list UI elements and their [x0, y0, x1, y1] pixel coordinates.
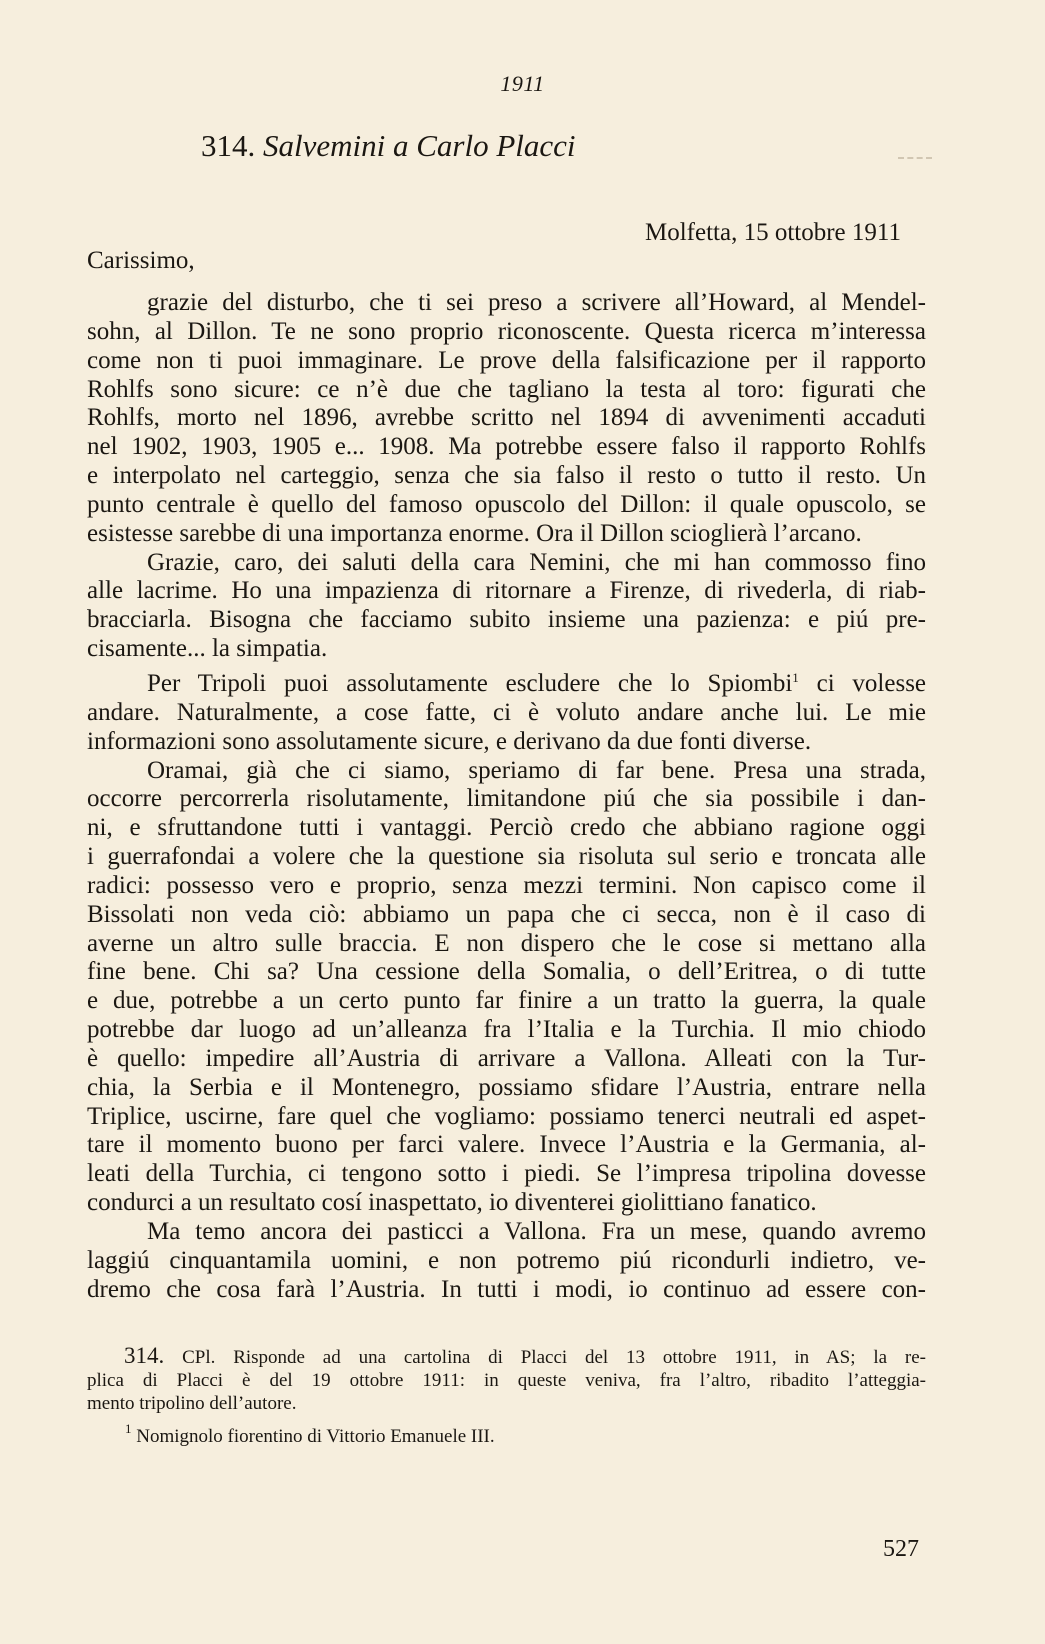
text-line: Grazie, caro, dei saluti della cara Nemini, che mi han commosso fino [147, 548, 926, 576]
text-line: sohn, al Dillon. Te ne sono proprio riconoscente. Questa ricerca m’interessa [87, 317, 926, 345]
text-line: ni, e sfruttandone tutti i vantaggi. Perciò credo che abbiano ragione oggi [87, 814, 926, 842]
text-line: informazioni sono assolutamente sicure, e derivano da due fonti diverse. [87, 727, 812, 755]
letter-title [201, 128, 576, 164]
text-line: e due, potrebbe a un certo punto far finire a un tratto la guerra, la quale [87, 987, 926, 1015]
text-line: alle lacrime. Ho una impazienza di ritornare a Firenze, di rivederla, di riab- [87, 577, 926, 605]
text-line: fine bene. Chi sa? Una cessione della Somalia, o dell’Eritrea, o di tutte [87, 958, 926, 986]
footnote-text: Nomignolo fiorentino di Vittorio Emanuele III. [136, 1426, 495, 1447]
text-line: punto centrale è quello del famoso opuscolo del Dillon: il quale opuscolo, se [87, 490, 926, 518]
text-line: Triplice, uscirne, fare quel che vogliamo: possiamo tenerci neutrali ed aspet- [87, 1102, 926, 1130]
text-line: condurci a un resultato cosí inaspettato, io diventerei giolittiano fanatico. [87, 1189, 817, 1217]
paragraph [87, 1218, 926, 1305]
editorial-note [87, 1344, 926, 1415]
print-mark [898, 157, 932, 161]
paragraph [87, 664, 926, 757]
text-line: radici: possesso vero e proprio, senza mezzi termini. Non capisco come il [87, 871, 926, 899]
salutation: Carissimo, [87, 247, 195, 274]
text-segment: ci volesse [816, 669, 927, 697]
text-line [87, 664, 926, 699]
letter-number: 314. [201, 128, 256, 163]
page-number: 527 [883, 1536, 919, 1562]
letter-body [87, 289, 926, 1305]
paragraph [87, 289, 926, 549]
letter-heading: Salvemini a Carlo Placci [263, 128, 576, 163]
footnote-line [87, 1344, 926, 1369]
text-line: andare. Naturalmente, a cose fatte, ci è voluto andare anche lui. Le mie [87, 698, 926, 726]
paragraph [87, 757, 926, 1219]
text-line: Oramai, già che ci siamo, speriamo di far bene. Presa una strada, [147, 756, 926, 784]
text-segment: CPl. Risponde ad una cartolina di Placci del 13 ottobre 1911, in AS; la re- [182, 1347, 926, 1368]
text-line: Rohlfs, morto nel 1896, avrebbe scritto nel 1894 di avvenimenti accaduti [87, 404, 926, 432]
footnote-1 [87, 1417, 926, 1448]
text-line: chia, la Serbia e il Montenegro, possiamo sfidare l’Austria, entrare nella [87, 1073, 926, 1101]
text-line: come non ti puoi immaginare. Le prove della falsificazione per il rapporto [87, 346, 926, 374]
paragraph [87, 549, 926, 664]
text-line: grazie del disturbo, che ti sei preso a scrivere all’Howard, al Mendel- [147, 289, 926, 316]
text-line: Bissolati non veda ciò: abbiamo un papa che ci secca, non è il caso di [87, 900, 926, 928]
text-line: i guerrafondai a volere che la questione sia risoluta sul serio e troncata alle [87, 843, 926, 871]
footnote-mark: 1 [125, 1421, 132, 1436]
text-line: Ma temo ancora dei pasticci a Vallona. Fra un mese, quando avremo [147, 1218, 926, 1245]
dateline: Molfetta, 15 ottobre 1911 [645, 219, 901, 246]
text-line: è quello: impedire all’Austria di arrivare a Vallona. Alleati con la Tur- [87, 1044, 926, 1072]
text-line: leati della Turchia, ci tengono sotto i piedi. Se l’impresa tripolina dovesse [87, 1160, 926, 1188]
text-line: cisamente... la simpatia. [87, 635, 328, 663]
text-line: dremo che cosa farà l’Austria. In tutti i modi, io continuo ad essere con- [87, 1275, 926, 1303]
text-segment: Per Tripoli puoi assolutamente escludere che lo Spiombi [147, 669, 793, 697]
footnotes [87, 1344, 926, 1448]
text-line: nel 1902, 1903, 1905 e... 1908. Ma potrebbe essere falso il rapporto Rohlfs [87, 433, 926, 461]
text-line: Rohlfs sono sicure: ce n’è due che tagliano la testa al toro: figurati che [87, 375, 926, 403]
text-line: bracciarla. Bisogna che facciamo subito insieme una pazienza: e piú pre- [87, 606, 926, 634]
text-line: e interpolato nel carteggio, senza che sia falso il resto o tutto il resto. Un [87, 462, 926, 490]
text-line: esistesse sarebbe di una importanza enorme. Ora il Dillon scioglierà l’arcano. [87, 519, 862, 547]
text-line: laggiú cinquantamila uomini, e non potremo piú ricondurli indietro, ve- [87, 1246, 926, 1274]
note-number: 314. [124, 1343, 165, 1368]
footnote-line: mento tripolino dell’autore. [87, 1393, 297, 1414]
footnote-line: plica di Placci è del 19 ottobre 1911: in queste veniva, fra l’altro, ribadito l’atteggia- [87, 1370, 926, 1391]
running-head: 1911 [500, 71, 545, 96]
text-line: potrebbe dar luogo ad un’alleanza fra l’Italia e la Turchia. Il mio chiodo [87, 1016, 926, 1044]
text-line: tare il momento buono per farci valere. Invece l’Austria e la Germania, al- [87, 1131, 926, 1159]
text-line: occorre percorrerla risolutamente, limitandone piú che sia possibile i dan- [87, 785, 926, 813]
text-line: averne un altro sulle braccia. E non dispero che le cose si mettano alla [87, 929, 926, 957]
footnote-reference: 1 [792, 669, 799, 685]
